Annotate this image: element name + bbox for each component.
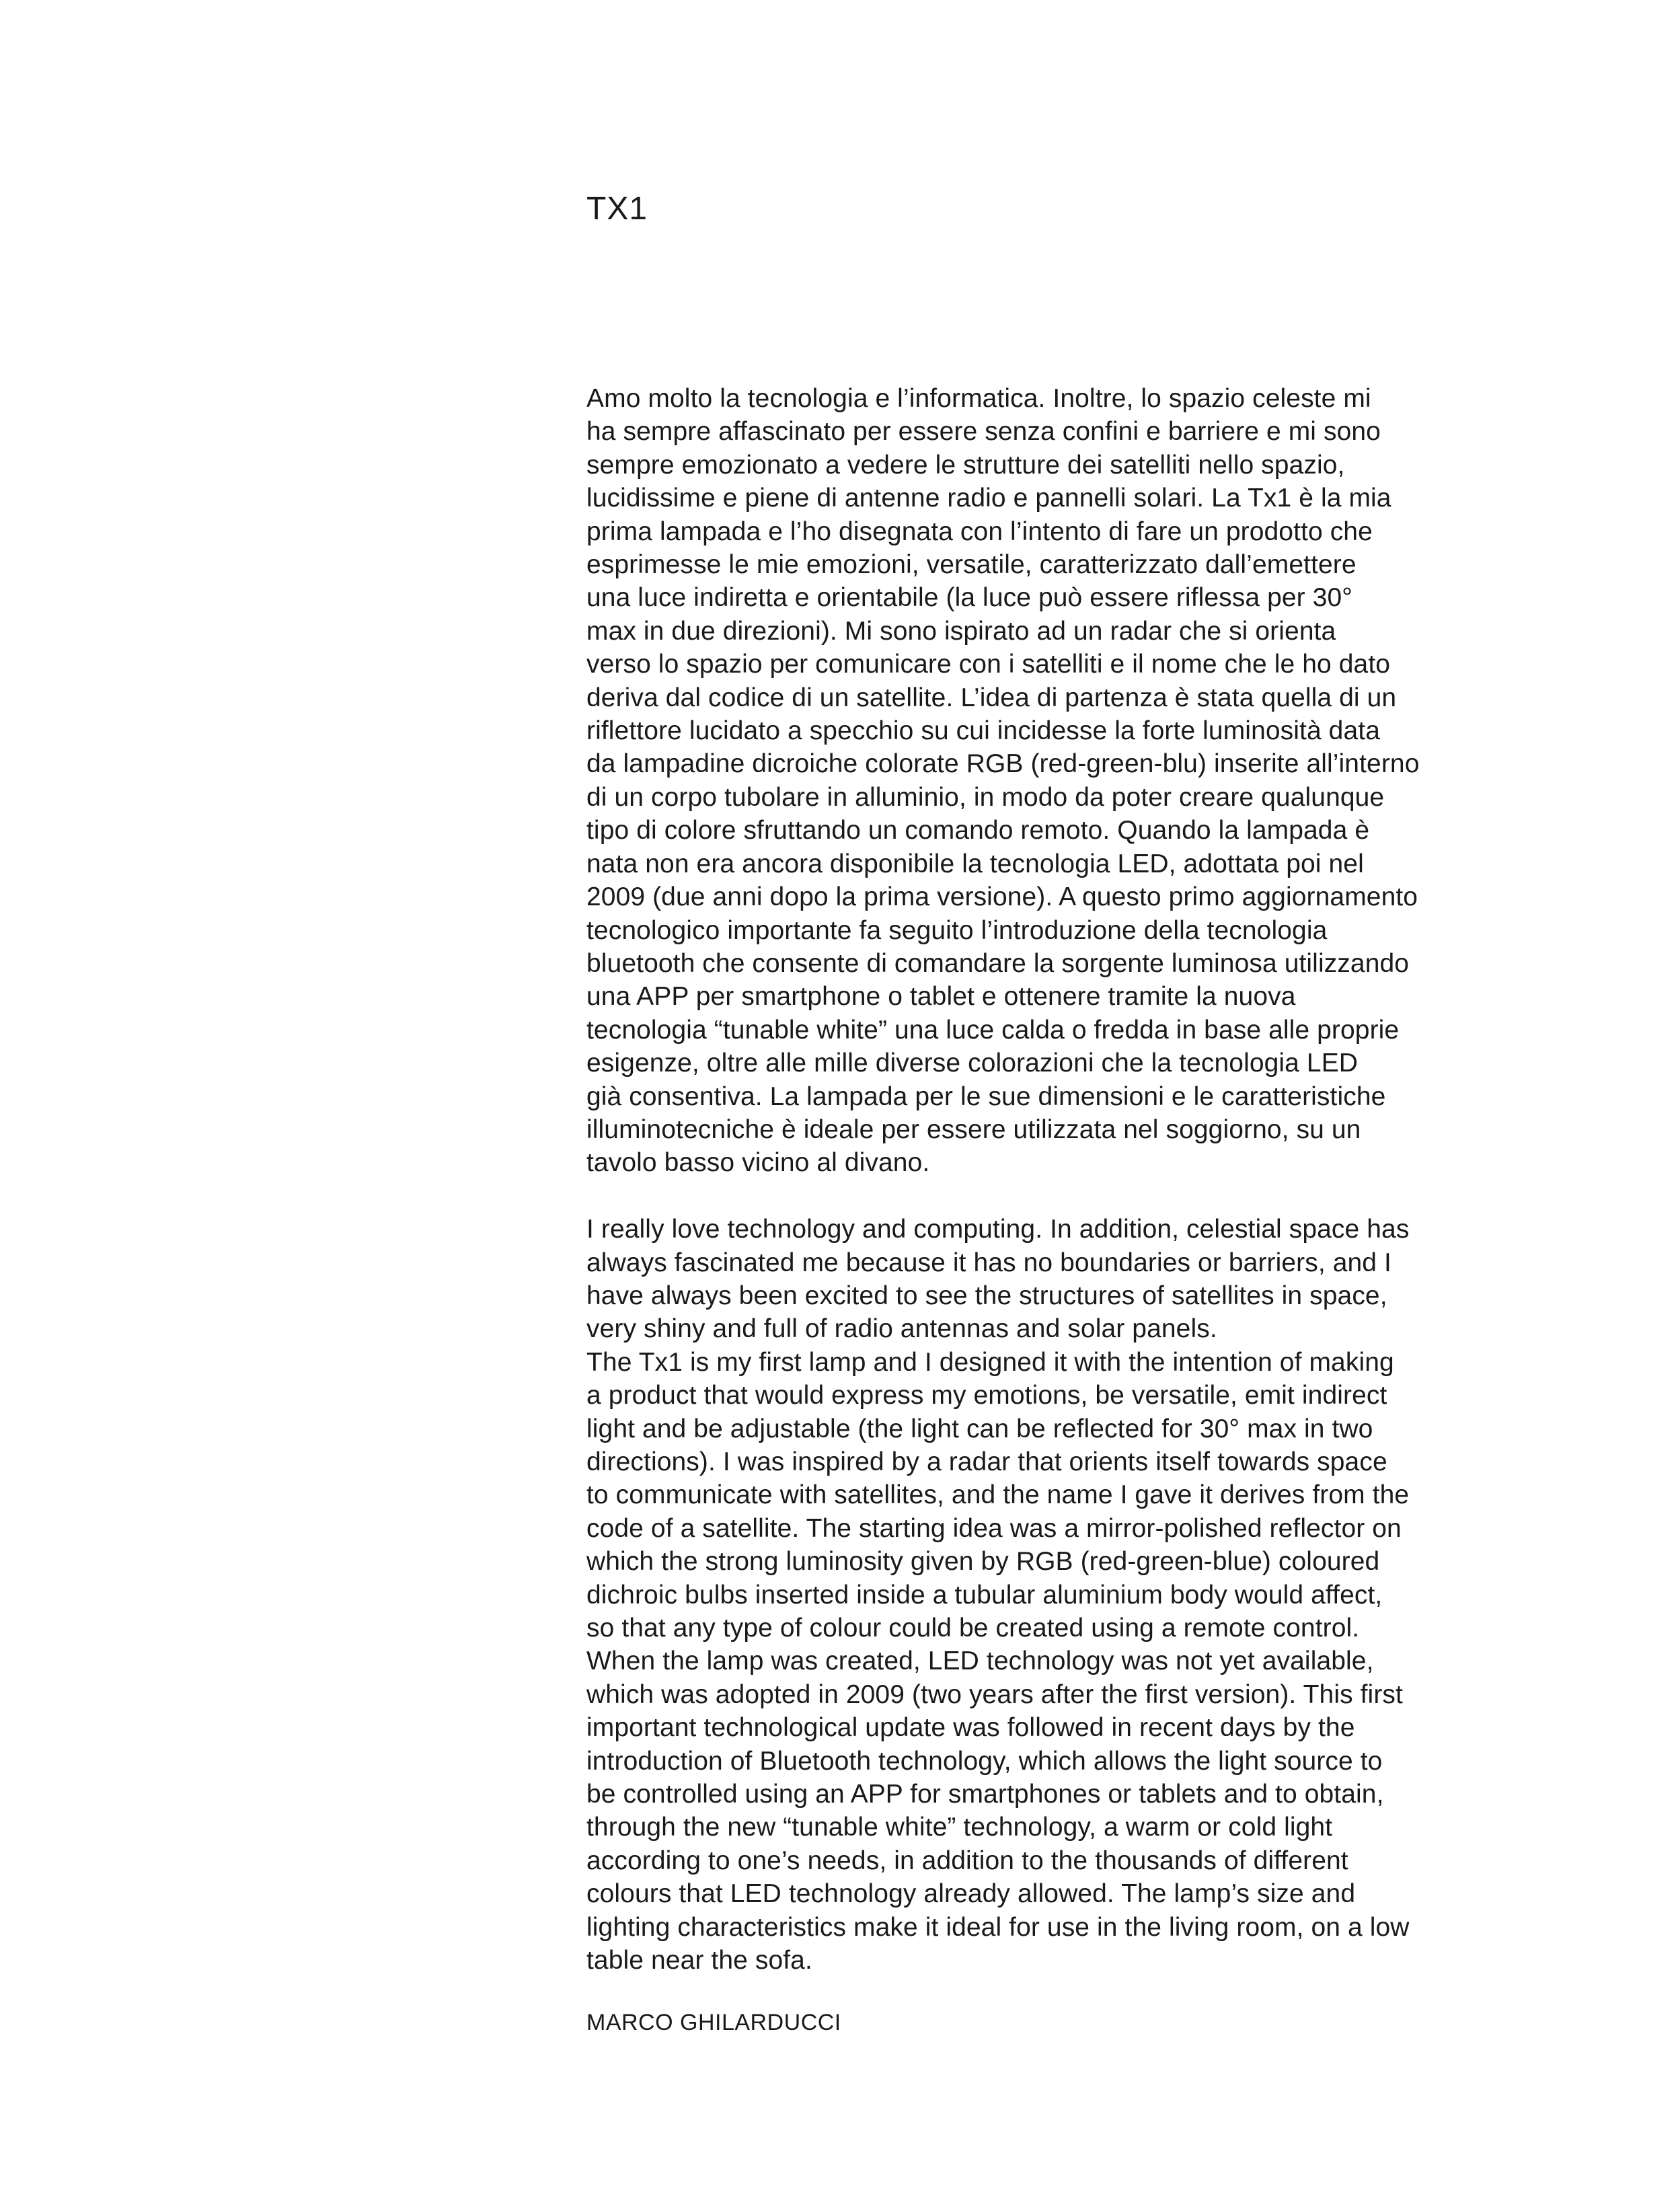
english-line: The Tx1 is my first lamp and I designed it with the intention of making — [586, 1347, 1394, 1377]
english-line: a product that would express my emotions, be versatile, emit indirect — [586, 1381, 1387, 1410]
english-line: introduction of Bluetooth technology, which allows the light source to — [586, 1746, 1383, 1776]
english-line: When the lamp was created, LED technology was not yet available, — [586, 1647, 1374, 1676]
italian-line: ha sempre affascinato per essere senza confini e barriere e mi sono — [586, 417, 1381, 447]
english-line: lighting characteristics make it ideal for use in the living room, on a low — [586, 1912, 1410, 1942]
page-title: TX1 — [586, 191, 648, 227]
italian-line: Amo molto la tecnologia e l’informatica. Inoltre, lo spazio celeste mi — [586, 384, 1371, 413]
english-paragraph — [586, 1213, 1541, 1977]
body-text — [586, 382, 1541, 1977]
english-line: important technological update was followed in recent days by the — [586, 1713, 1355, 1743]
italian-line: riflettore lucidato a specchio su cui incidesse la forte luminosità data — [586, 716, 1380, 746]
english-line: table near the sofa. — [586, 1946, 812, 1975]
italian-line: tavolo basso vicino al divano. — [586, 1148, 930, 1178]
english-line: be controlled using an APP for smartphones or tablets and to obtain, — [586, 1780, 1384, 1809]
english-line: to communicate with satellites, and the name I gave it derives from the — [586, 1480, 1410, 1510]
italian-line: verso lo spazio per comunicare con i satelliti e il nome che le ho dato — [586, 650, 1391, 679]
italian-line: max in due direzioni). Mi sono ispirato ad un radar che si orienta — [586, 616, 1336, 646]
english-line: according to one’s needs, in addition to the thousands of different — [586, 1846, 1348, 1875]
italian-line: tecnologia “tunable white” una luce calda o fredda in base alle proprie — [586, 1015, 1400, 1045]
italian-line: da lampadine dicroiche colorate RGB (red-green-blu) inserite all’interno — [586, 749, 1420, 779]
italian-line: 2009 (due anni dopo la prima versione). A questo primo aggiornamento — [586, 882, 1418, 912]
english-line: light and be adjustable (the light can be reflected for 30° max in two — [586, 1414, 1373, 1443]
italian-line: tecnologico importante fa seguito l’introduzione della tecnologia — [586, 915, 1328, 945]
italian-line: bluetooth che consente di comandare la sorgente luminosa utilizzando — [586, 948, 1410, 978]
italian-line: deriva dal codice di un satellite. L’idea di partenza è stata quella di un — [586, 683, 1397, 712]
author-name: MARCO GHILARDUCCI — [586, 2010, 841, 2035]
english-line: very shiny and full of radio antennas and solar panels. — [586, 1314, 1217, 1344]
english-line: colours that LED technology already allowed. The lamp’s size and — [586, 1879, 1356, 1909]
italian-line: esprimesse le mie emozioni, versatile, caratterizzato dall’emettere — [586, 550, 1357, 580]
italian-line: sempre emozionato a vedere le strutture dei satelliti nello spazio, — [586, 450, 1345, 480]
italian-paragraph — [586, 382, 1541, 1180]
italian-line: di un corpo tubolare in alluminio, in modo da poter creare qualunque — [586, 782, 1385, 812]
italian-line: già consentiva. La lampada per le sue dimensioni e le caratteristiche — [586, 1082, 1386, 1111]
english-line: code of a satellite. The starting idea was a mirror-polished reflector on — [586, 1513, 1402, 1543]
italian-line: nata non era ancora disponibile la tecnologia LED, adottata poi nel — [586, 849, 1364, 878]
english-line: which the strong luminosity given by RGB (red-green-blue) coloured — [586, 1547, 1380, 1577]
english-line: have always been excited to see the structures of satellites in space, — [586, 1281, 1387, 1310]
english-line: always fascinated me because it has no boundaries or barriers, and I — [586, 1248, 1391, 1277]
english-line: directions). I was inspired by a radar that orients itself towards space — [586, 1447, 1387, 1476]
italian-line: una luce indiretta e orientabile (la luce può essere riflessa per 30° — [586, 583, 1352, 613]
english-line: through the new “tunable white” technology, a warm or cold light — [586, 1813, 1333, 1842]
english-line: so that any type of colour could be created using a remote control. — [586, 1614, 1360, 1643]
italian-line: illuminotecniche è ideale per essere utilizzata nel soggiorno, su un — [586, 1115, 1361, 1144]
english-line: I really love technology and computing. In addition, celestial space has — [586, 1215, 1410, 1244]
italian-line: lucidissime e piene di antenne radio e pannelli solari. La Tx1 è la mia — [586, 484, 1391, 513]
paragraph-gap — [586, 1180, 1541, 1213]
italian-line: una APP per smartphone o tablet e ottenere tramite la nuova — [586, 982, 1296, 1012]
italian-line: prima lampada e l’ho disegnata con l’intento di fare un prodotto che — [586, 517, 1373, 546]
italian-line: esigenze, oltre alle mille diverse colorazioni che la tecnologia LED — [586, 1049, 1359, 1078]
english-line: which was adopted in 2009 (two years after the first version). This first — [586, 1680, 1403, 1709]
italian-line: tipo di colore sfruttando un comando remoto. Quando la lampada è — [586, 816, 1370, 845]
english-line: dichroic bulbs inserted inside a tubular aluminium body would affect, — [586, 1580, 1383, 1610]
